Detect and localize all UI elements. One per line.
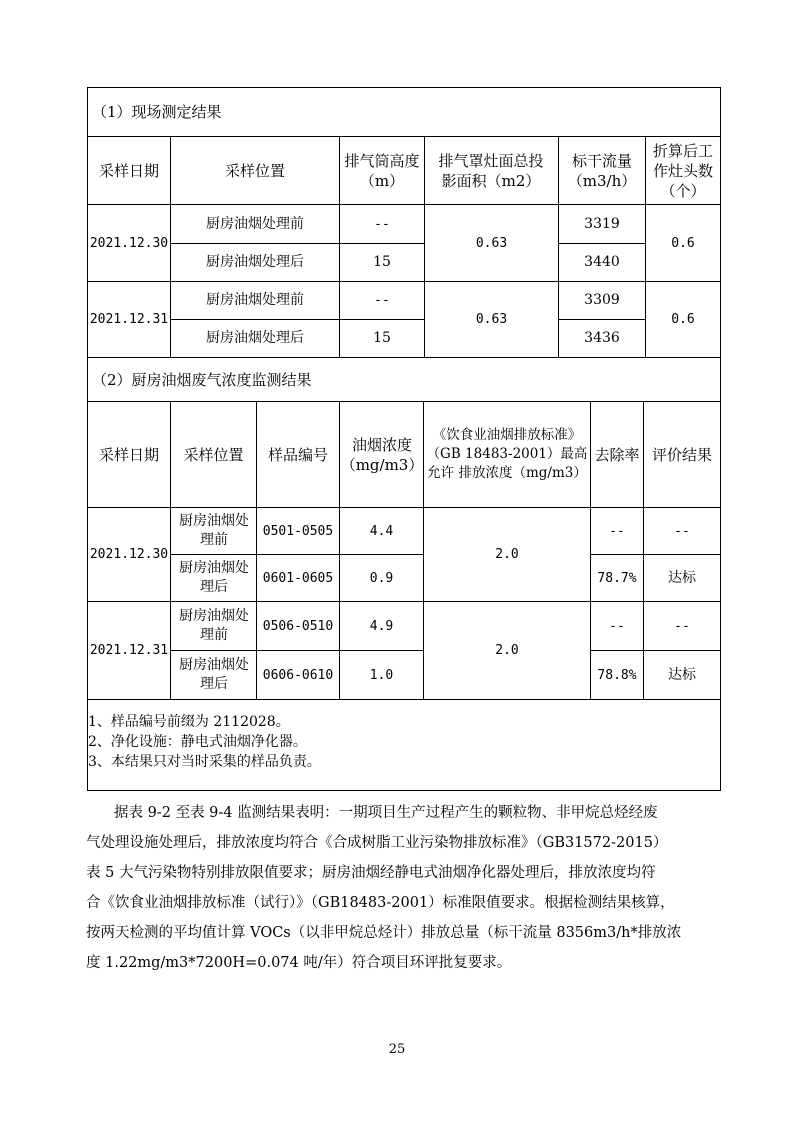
table-cell-date: 2021.12.31 <box>89 312 169 327</box>
note-line: 3、本结果只对当时采集的样品负责。 <box>88 754 321 770</box>
table-cell-location: 厨房油烟处理前 <box>179 608 249 643</box>
column-header: 采样位置 <box>224 161 285 180</box>
column-header: 《饮食业油烟排放标准》（GB 18483-2001）最高允许 排放浓度（mg/m3） <box>426 427 588 481</box>
paragraph-line: 表 5 大气污染物特别排放限值要求；厨房油烟经静电式油烟净化器处理后，排放浓度均符 <box>86 865 656 881</box>
grid-line <box>87 699 721 700</box>
table-notes <box>88 712 321 772</box>
table-cell-area: 0.63 <box>475 312 508 327</box>
table-cell-sample: 0601-0605 <box>262 570 334 586</box>
table-cell-removal: -- <box>609 618 625 634</box>
table-cell-limit: 2.0 <box>495 547 519 562</box>
paragraph-line: 据表 9-2 至表 9-4 监测结果表明：一期项目生产过程产生的颗粒物、非甲烷总烃经废 <box>114 805 658 821</box>
table-cell-sample: 0501-0505 <box>262 523 334 539</box>
table-cell-conc: 0.9 <box>369 570 394 586</box>
table-cell-location: 厨房油烟处理前 <box>179 513 249 548</box>
table-cell-location: 厨房油烟处理后 <box>179 560 249 595</box>
table-cell-burners: 0.6 <box>671 312 695 327</box>
column-header: 折算后工作灶头数（个） <box>652 141 713 200</box>
table-cell-sample: 0506-0510 <box>262 618 334 634</box>
table-cell-result: -- <box>674 523 690 539</box>
body-paragraph <box>86 798 722 978</box>
table-cell-conc: 1.0 <box>369 667 394 683</box>
table-cell-location: 厨房油烟处理前 <box>206 292 304 308</box>
paragraph-line: 气处理设施处理后，排放浓度均符合《合成树脂工业污染物排放标准》（GB31572-2015） <box>86 835 668 851</box>
column-header: 采样日期 <box>98 161 159 180</box>
table-cell-conc: 4.4 <box>369 523 394 539</box>
paragraph-line: 按两天检测的平均值计算 VOCs（以非甲烷总烃计）排放总量（标干流量 8356m3/h*排放浓 <box>86 925 682 941</box>
grid-line <box>87 790 721 791</box>
table-cell-flow: 3319 <box>584 215 620 232</box>
table-cell-height: -- <box>374 293 390 308</box>
note-line: 2、净化设施：静电式油烟净化器。 <box>88 734 307 750</box>
table-cell-removal: -- <box>609 523 625 539</box>
table-cell-location: 厨房油烟处理后 <box>206 330 304 346</box>
table-cell-result: -- <box>674 618 690 634</box>
grid-line <box>720 87 721 791</box>
table-cell-sample: 0606-0610 <box>262 667 334 683</box>
page-number: 25 <box>388 1042 406 1057</box>
table-cell-burners: 0.6 <box>671 235 695 251</box>
column-header: 去除率 <box>594 445 640 464</box>
column-header: 样品编号 <box>267 445 328 464</box>
table-cell-height: -- <box>374 216 390 232</box>
paragraph-line: 度 1.22mg/m3*7200H=0.074 吨/年）符合项目环评批复要求。 <box>86 955 512 971</box>
column-header: 评价结果 <box>651 445 712 464</box>
section-title: （1）现场测定结果 <box>92 103 222 121</box>
table-cell-date: 2021.12.30 <box>89 235 169 251</box>
column-header: 标干流量（m3/h） <box>567 151 637 190</box>
table-cell-flow: 3440 <box>584 254 620 270</box>
table-cell-location: 厨房油烟处理后 <box>206 254 304 270</box>
section-title: （2）厨房油烟废气浓度监测结果 <box>92 370 312 389</box>
table-cell-date: 2021.12.30 <box>89 547 169 562</box>
table-cell-flow: 3436 <box>584 330 620 346</box>
table-cell-location: 厨房油烟处理前 <box>206 215 304 232</box>
note-line: 1、样品编号前缀为 2112028。 <box>88 714 290 730</box>
table-cell-removal: 78.7% <box>597 570 637 586</box>
table-cell-height: 15 <box>373 254 391 270</box>
table-cell-flow: 3309 <box>584 292 620 308</box>
table-cell-location: 厨房油烟处理后 <box>179 657 249 692</box>
table-cell-conc: 4.9 <box>369 618 394 634</box>
table-cell-result: 达标 <box>668 569 696 586</box>
column-header: 采样位置 <box>183 445 244 464</box>
table-cell-height: 15 <box>373 330 391 346</box>
table-cell-result: 达标 <box>668 666 696 683</box>
column-header: 油烟浓度（mg/m3） <box>340 435 424 474</box>
table-cell-limit: 2.0 <box>495 643 519 658</box>
column-header: 排气罩灶面总投影面积（m2） <box>438 151 544 190</box>
table-cell-date: 2021.12.31 <box>89 643 169 658</box>
column-header: 采样日期 <box>98 445 159 464</box>
paragraph-line: 合《饮食业油烟排放标准（试行）》（GB18483-2001）标准限值要求。根据检测结果核算， <box>86 895 675 911</box>
table-cell-area: 0.63 <box>475 235 508 251</box>
column-header: 排气筒高度（m） <box>344 151 420 190</box>
table-cell-removal: 78.8% <box>597 667 637 683</box>
